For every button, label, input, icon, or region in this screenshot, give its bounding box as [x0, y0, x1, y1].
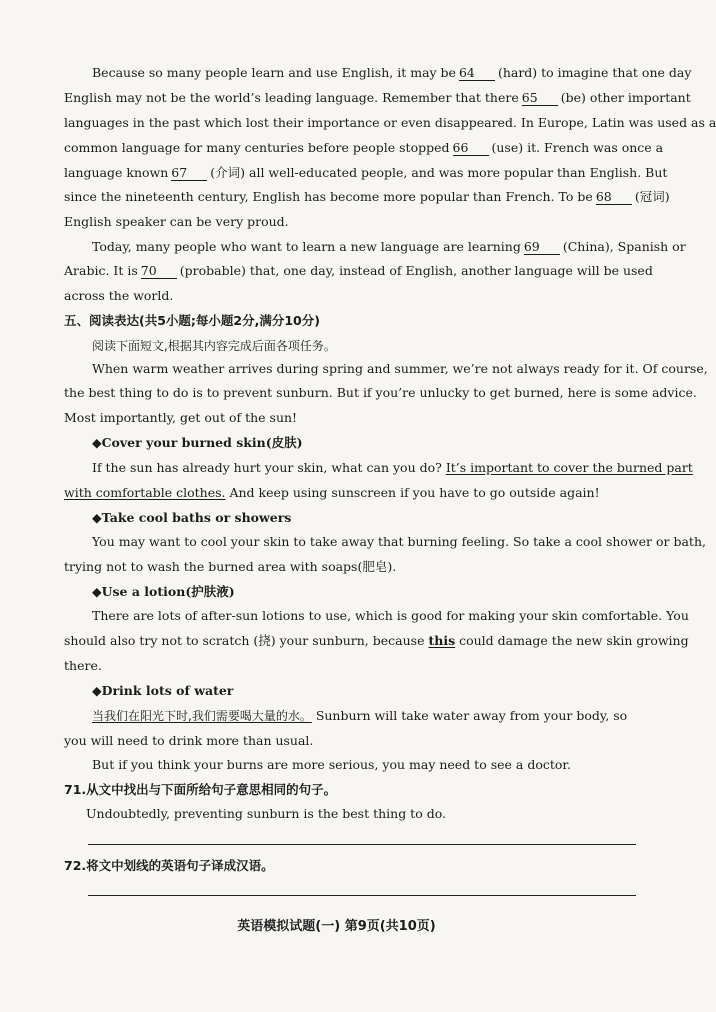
lotion-line-2: should also try not to scratch (挠) your sunburn, because this could damage the new skin growing — [64, 633, 689, 648]
doctor-line: But if you think your burns are more serious, you may need to see a doctor. — [92, 757, 571, 772]
p1-line-1: Because so many people learn and use English, it may be 64 (hard) to imagine that one day — [92, 65, 692, 80]
blank-70[interactable]: 70 — [141, 264, 177, 279]
q72-prompt: 72.将文中划线的英语句子译成汉语。 — [64, 858, 274, 873]
blank-67[interactable]: 67 — [171, 166, 207, 181]
baths-line-1: You may want to cool your skin to take away that burning feeling. So take a cool shower or bath, — [92, 534, 706, 549]
blank-66[interactable]: 66 — [453, 141, 489, 156]
page-footer: 英语模拟试题(一) 第9页(共10页) — [237, 919, 436, 934]
underlined-sentence: It’s important to cover the burned part — [445, 460, 693, 475]
p1-line-7: English speaker can be very proud. — [64, 214, 289, 229]
water-line-2: you will need to drink more than usual. — [64, 733, 314, 748]
p1-line-6: since the nineteenth century, English has become more popular than French. To be 68 (冠词) — [64, 189, 670, 204]
p2-line-1: Today, many people who want to learn a new language are learning 69 (China), Spanish or — [92, 239, 686, 254]
subheading-cool-baths: ◆Take cool baths or showers — [92, 510, 292, 525]
p1-line-3: languages in the past which lost their importance or even disappeared. In Europe, Latin was used as a — [64, 115, 716, 130]
q71-answer-line[interactable] — [88, 844, 636, 845]
q71-sentence: Undoubtedly, preventing sunburn is the best thing to do. — [86, 806, 446, 821]
p2-line-2: Arabic. It is 70 (probable) that, one day, instead of English, another language will be used — [64, 263, 653, 278]
intro-line-1: When warm weather arrives during spring and summer, we’re not always ready for it. Of course, — [92, 361, 708, 376]
section-heading: 五、阅读表达(共5小题;每小题2分,满分10分) — [64, 313, 320, 328]
blank-64[interactable]: 64 — [459, 66, 495, 81]
blank-65[interactable]: 65 — [522, 91, 558, 106]
p2-line-3: across the world. — [64, 288, 174, 303]
q71-prompt: 71.从文中找出与下面所给句子意思相同的句子。 — [64, 782, 337, 797]
underlined-chinese: 当我们在阳光下时,我们需要喝大量的水。 — [92, 709, 312, 723]
cover-line-1: If the sun has already hurt your skin, what can you do? It’s important to cover the burned part — [92, 460, 693, 475]
p1-line-4: common language for many centuries before people stopped 66 (use) it. French was once a — [64, 140, 664, 155]
section-instruction: 阅读下面短文,根据其内容完成后面各项任务。 — [92, 339, 336, 353]
subheading-water: ◆Drink lots of water — [92, 683, 234, 698]
p1-line-2: English may not be the world’s leading language. Remember that there 65 (be) other important — [64, 90, 691, 105]
lotion-line-3: there. — [64, 658, 102, 673]
lotion-line-1: There are lots of after-sun lotions to use, which is good for making your skin comfortable. You — [92, 608, 689, 623]
subheading-lotion: ◆Use a lotion(护肤液) — [92, 584, 235, 599]
intro-line-3: Most importantly, get out of the sun! — [64, 410, 298, 425]
blank-69[interactable]: 69 — [524, 240, 560, 255]
baths-line-2: trying not to wash the burned area with soaps(肥皂). — [64, 559, 397, 574]
underlined-this: this — [428, 633, 456, 648]
cover-line-2: with comfortable clothes. And keep using sunscreen if you have to go outside again! — [64, 485, 600, 500]
p1-line-5: language known 67 (介词) all well-educated people, and was more popular than English. But — [64, 165, 668, 180]
water-line-1: 当我们在阳光下时,我们需要喝大量的水。 Sunburn will take water away from your body, so — [92, 708, 628, 723]
subheading-cover-skin: ◆Cover your burned skin(皮肤) — [92, 435, 303, 450]
blank-68[interactable]: 68 — [596, 190, 632, 205]
q72-answer-line[interactable] — [88, 895, 636, 896]
intro-line-2: the best thing to do is to prevent sunburn. But if you’re unlucky to get burned, here is some advice. — [64, 385, 697, 400]
